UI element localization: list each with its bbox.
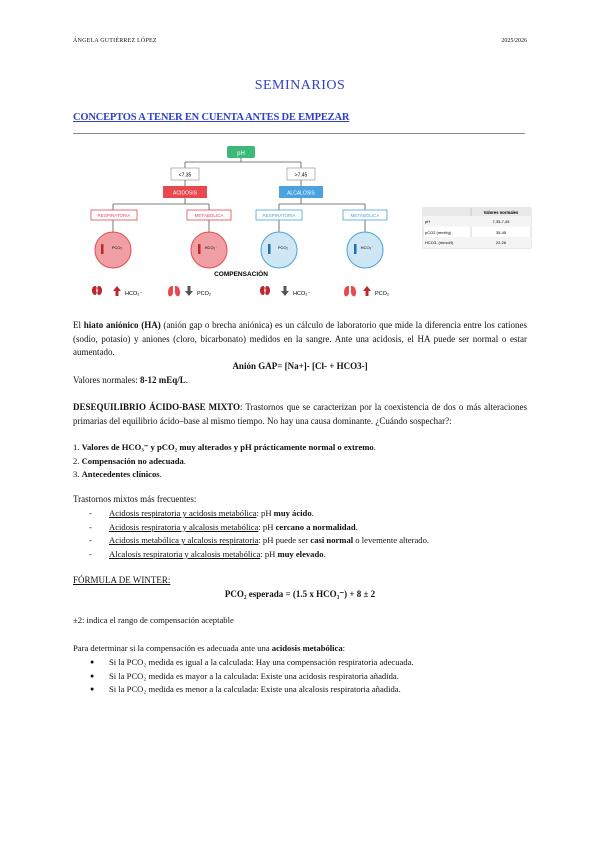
kidney-icon [260, 286, 270, 295]
alcalosis-metab-circle-hco3: HCO₃⁻ [360, 245, 374, 250]
winter-formula [73, 588, 527, 602]
lungs-icon [344, 286, 356, 296]
table-row-label: pH [425, 219, 431, 224]
normal-values-suffix: . [185, 375, 188, 385]
normal-values-prefix: Valores normales: [73, 375, 140, 385]
list-item: - Acidosis respiratoria y alcalosis metabólica: pH cercano a normalidad. [73, 521, 527, 535]
down-arrow-icon [281, 286, 289, 296]
header-author: ÁNGELA GUTIÉRREZ LÓPEZ [73, 38, 157, 44]
diagram-svg [73, 140, 533, 310]
acidosis-metab-circle [191, 232, 227, 268]
alcalosis-resp-comp-label: HCO₃⁻ [293, 291, 311, 297]
kidney-icon [92, 286, 102, 295]
high-ph-label: >7.45 [294, 172, 308, 179]
winter-formula-text: PCO₂ esperada = (1.5 x HCO₃⁻) + 8 ± 2 [224, 589, 376, 599]
lungs-icon [168, 286, 180, 296]
mixto-term: DESEQUILIBRIO ÁCIDO-BASE MIXTO [73, 402, 240, 412]
alcalosis-resp-label: RESPIRATORIA [262, 213, 296, 218]
anion-gap-formula [73, 360, 527, 374]
hiato-term: hiato aniónico (HA) [83, 320, 161, 330]
table-row-value: 7,35-7,45 [492, 219, 510, 224]
mixto-text: : Trastornos que se caracterizan por la coexistencia de dos o más alteraciones primarias del equilibrio ácido–base al mismo tiempo. No hay una causa dominante. ¿Cuándo sospechar?: [73, 402, 528, 426]
winter-heading-text: FÓRMULA DE WINTER: [73, 575, 171, 585]
hiato-text: (anión gap o brecha aniónica) es un cálculo de laboratorio que mide la diferencia entre los cationes (sodio, potasio) y aniones (cloro, bicarbonato) medidos en la sangre. Ante una acidosis, el HA puede ser normal o estar aumentado. [73, 320, 527, 357]
low-ph-label: <7.35 [178, 172, 192, 179]
table-row-value: 22-26 [495, 240, 507, 245]
criteria-2: Compensación no adecuada [81, 455, 184, 466]
alcalosis-metab-label: METABÓLICA [350, 213, 380, 218]
list-item: 3. Antecedentes clínicos. [73, 469, 162, 479]
list-item: ● Si la PCO₂ medida es mayor a la calculada: Existe una acidosis respiratoria añadida. [73, 670, 527, 684]
list-item: ● Si la PCO₂ medida es menor a la calculada: Existe una alcalosis respiratoria añadida. [73, 683, 527, 697]
winter-intro: Para determinar si la compensación es adecuada ante una acidosis metabólica: [73, 643, 346, 653]
alcalosis-metab-comp-label: PCO₂ [375, 291, 390, 297]
normal-values-table [423, 208, 531, 248]
section-subtitle: CONCEPTOS A TENER EN CUENTA ANTES DE EMPEZAR [73, 112, 350, 123]
acidosis-metab-label: METABÓLICA [194, 213, 224, 218]
acidosis-metab-comp-label: PCO₂ [197, 291, 212, 297]
divider [73, 133, 525, 134]
up-arrow-icon [363, 286, 371, 296]
page-title: SEMINARIOS [254, 78, 346, 93]
up-arrow-icon [113, 286, 121, 296]
acidosis-resp-circle-pco2: PCO₂ [111, 245, 123, 250]
anion-gap-formula-text: Anión GAP= [Na+]- [Cl- + HCO3-] [232, 361, 368, 371]
table-row-label: HCO3- (mmol/l) [425, 240, 453, 245]
winter-bullets [73, 656, 527, 697]
alcalosis-resp-circle [261, 232, 297, 268]
mixto-paragraph [73, 401, 527, 428]
winter-note: ±2: indica el rango de compensación aceptable [73, 615, 234, 625]
acidosis-resp-circle [95, 232, 131, 268]
frecuentes-list [73, 507, 527, 561]
acidosis-label: ACIDOSIS [173, 190, 197, 197]
criteria-1: Valores de HCO₃⁻ y pCO₂ muy alterados y pH prácticamente normal o extremo [81, 442, 374, 452]
table-row-label: pCO2 (mmHg) [425, 230, 452, 235]
header-year: 2025/2026 [501, 38, 527, 44]
list-item: ● Si la PCO₂ medida es igual a la calculada: Hay una compensación respiratoria adecuada. [73, 656, 527, 670]
frecuentes-heading: Trastornos mixtos más frecuentes: [73, 494, 197, 504]
hiato-prefix: El [73, 320, 84, 330]
table-row-value: 35-45 [495, 230, 507, 235]
down-arrow-icon [185, 286, 193, 296]
winter-heading [73, 574, 527, 588]
list-item: - Alcalosis respiratoria y alcalosis metabólica: pH muy elevado. [73, 548, 527, 562]
normal-values-line [73, 374, 527, 388]
alcalosis-metab-circle [347, 232, 383, 268]
hiato-paragraph [73, 319, 527, 360]
list-item: - Acidosis respiratoria y acidosis metabólica: pH muy ácido. [73, 507, 527, 521]
list-item: 2. Compensación no adecuada. [73, 455, 186, 466]
table-header: Valores normales [483, 210, 519, 215]
alcalosis-resp-circle-pco2: PCO₂ [277, 245, 289, 250]
criteria-3: Antecedentes clínicos [81, 469, 160, 479]
list-item: 1. Valores de HCO₃⁻ y pCO₂ muy alterados y pH prácticamente normal o extremo. [73, 442, 376, 452]
list-item: - Acidosis metabólica y alcalosis respiratoria: pH puede ser casi normal o levemente alterado. [73, 534, 527, 548]
acidosis-metab-circle-hco3: HCO₃⁻ [204, 245, 218, 250]
acid-base-diagram [73, 140, 533, 310]
normal-values-value: 8-12 mEq/L [139, 375, 186, 385]
compensation-label: COMPENSACIÓN [214, 271, 268, 278]
mixto-criteria-list [73, 441, 527, 482]
acidosis-resp-label: RESPIRATORIA [97, 213, 131, 218]
ph-label: pH [237, 151, 245, 157]
acidosis-resp-comp-label: HCO₃⁻ [125, 291, 143, 297]
alcalosis-label: ALCALOSIS [287, 190, 315, 197]
